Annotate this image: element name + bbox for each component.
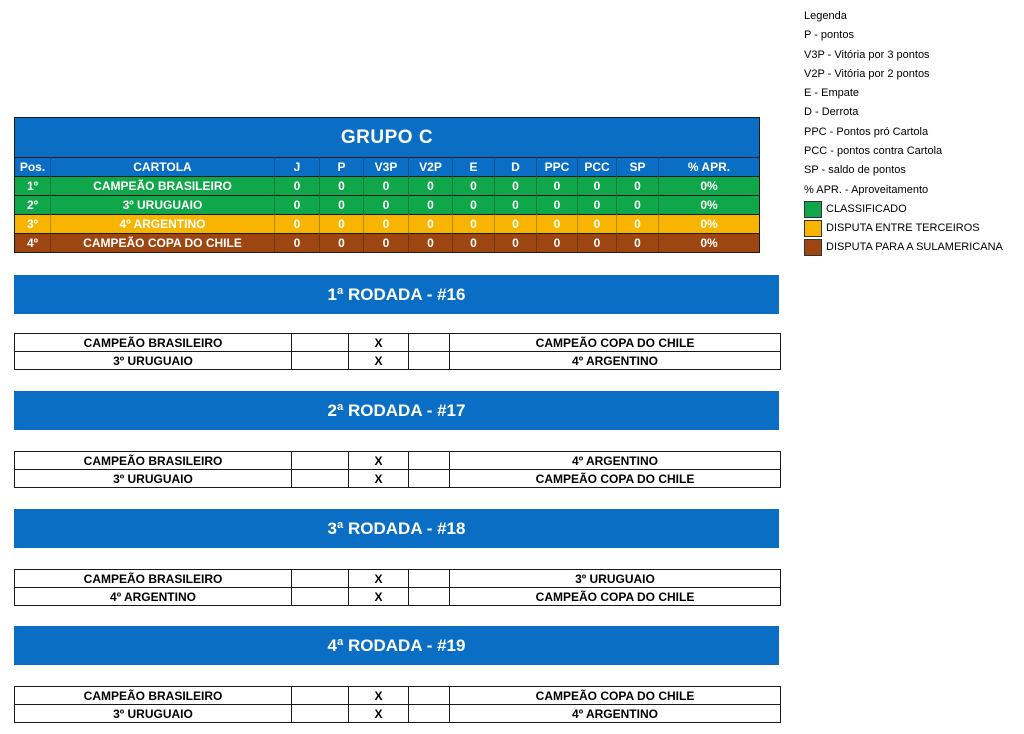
stat-cell-sp: 0 [617, 233, 659, 252]
away-score-cell[interactable] [409, 352, 450, 369]
stat-cell-p: 0 [320, 233, 364, 252]
stat-cell-pos: 2º [15, 195, 51, 214]
stat-cell-v2p: 0 [409, 233, 453, 252]
team-name-cell: 3º URUGUAIO [51, 195, 275, 214]
stat-cell-pcc: 0 [578, 233, 617, 252]
round-title: 1ª RODADA - #16 [14, 275, 779, 314]
home-team-cell: CAMPEÃO BRASILEIRO [15, 452, 292, 469]
away-team-cell: 3º URUGUAIO [575, 571, 655, 586]
header-cell: Pos. [15, 157, 51, 176]
home-score-cell[interactable] [292, 687, 349, 704]
stat-cell-v2p: 0 [409, 214, 453, 233]
legend-item: % APR. - Aproveitamento [804, 183, 929, 196]
legend-item: V2P - Vitória por 2 pontos [804, 67, 930, 80]
stat-cell-sp: 0 [617, 214, 659, 233]
away-score-cell[interactable] [409, 705, 450, 722]
versus-cell: X [349, 334, 409, 351]
header-cell: SP [617, 157, 659, 176]
away-team-cell: 4º ARGENTINO [572, 706, 658, 721]
home-score-cell[interactable] [292, 570, 349, 587]
legend-swatch-label: CLASSIFICADO [826, 203, 907, 216]
round-title: 2ª RODADA - #17 [14, 391, 779, 430]
round-title: 3ª RODADA - #18 [14, 509, 779, 548]
header-cell: V3P [364, 157, 409, 176]
stat-cell-ppc: 0 [537, 214, 578, 233]
away-score-cell[interactable] [409, 588, 450, 605]
home-team-cell: CAMPEÃO BRASILEIRO [15, 334, 292, 351]
match-row [15, 469, 780, 487]
legend-item: SP - saldo de pontos [804, 164, 906, 177]
away-team-cell: CAMPEÃO COPA DO CHILE [535, 688, 695, 703]
stat-cell-pcc: 0 [578, 214, 617, 233]
legend-title: Legenda [804, 10, 847, 22]
group-standings-table [14, 117, 760, 253]
home-score-cell[interactable] [292, 352, 349, 369]
versus-cell: X [349, 470, 409, 487]
stat-cell-sp: 0 [617, 176, 659, 195]
stat-cell-d: 0 [495, 176, 537, 195]
stat-cell-v3p: 0 [364, 214, 409, 233]
stat-cell-d: 0 [495, 195, 537, 214]
header-cell: D [495, 157, 537, 176]
round-matches-table [14, 686, 781, 723]
away-score-cell[interactable] [409, 452, 450, 469]
match-row [15, 687, 780, 704]
round-matches-table [14, 451, 781, 488]
group-title: GRUPO C [15, 118, 759, 157]
home-team-cell: 3º URUGUAIO [15, 705, 292, 722]
header-cell: % APR. [659, 157, 759, 176]
legend-swatch-thirds [804, 219, 1003, 238]
stat-cell-e: 0 [453, 176, 495, 195]
home-score-cell[interactable] [292, 470, 349, 487]
swatch-green [804, 201, 822, 218]
stat-cell-apr: 0% [659, 233, 759, 252]
home-score-cell[interactable] [292, 705, 349, 722]
standings-row [15, 233, 759, 252]
match-row [15, 704, 780, 722]
stat-cell-v2p: 0 [409, 195, 453, 214]
stat-cell-p: 0 [320, 214, 364, 233]
stat-cell-v2p: 0 [409, 176, 453, 195]
home-team-cell: 4º ARGENTINO [15, 588, 292, 605]
home-score-cell[interactable] [292, 452, 349, 469]
stat-cell-j: 0 [275, 214, 320, 233]
stat-cell-v3p: 0 [364, 176, 409, 195]
stat-cell-p: 0 [320, 176, 364, 195]
swatch-brown [804, 239, 822, 256]
legend-item: D - Derrota [804, 106, 859, 119]
header-cell: V2P [409, 157, 453, 176]
away-team-cell: CAMPEÃO COPA DO CHILE [535, 589, 695, 604]
stat-cell-e: 0 [453, 214, 495, 233]
legend-item: V3P - Vitória por 3 pontos [804, 48, 930, 61]
standings-row [15, 214, 759, 233]
stat-cell-ppc: 0 [537, 195, 578, 214]
away-team-cell: CAMPEÃO COPA DO CHILE [535, 471, 695, 486]
stat-cell-pos: 3º [15, 214, 51, 233]
legend-swatch-label: DISPUTA ENTRE TERCEIROS [826, 222, 980, 235]
stat-cell-apr: 0% [659, 195, 759, 214]
header-cell: J [275, 157, 320, 176]
team-name-cell: CAMPEÃO BRASILEIRO [51, 176, 275, 195]
header-cell: PPC [537, 157, 578, 176]
match-row [15, 452, 780, 469]
header-cell: P [320, 157, 364, 176]
stat-cell-j: 0 [275, 195, 320, 214]
swatch-yellow [804, 220, 822, 237]
match-row [15, 587, 780, 605]
legend-item: PPC - Pontos pró Cartola [804, 125, 929, 138]
versus-cell: X [349, 705, 409, 722]
header-cell: CARTOLA [51, 157, 275, 176]
legend-swatch-label: DISPUTA PARA A SULAMERICANA [826, 241, 1003, 254]
stat-cell-apr: 0% [659, 214, 759, 233]
away-team-cell: 4º ARGENTINO [572, 453, 658, 468]
home-team-cell: CAMPEÃO BRASILEIRO [15, 570, 292, 587]
stat-cell-pos: 4º [15, 233, 51, 252]
stat-cell-e: 0 [453, 233, 495, 252]
match-row [15, 570, 780, 587]
round-matches-table [14, 569, 781, 606]
standings-header-row [15, 157, 759, 176]
round-title: 4ª RODADA - #19 [14, 626, 779, 665]
stat-cell-sp: 0 [617, 195, 659, 214]
standings-row [15, 195, 759, 214]
stat-cell-apr: 0% [659, 176, 759, 195]
stat-cell-pos: 1º [15, 176, 51, 195]
header-cell: PCC [578, 157, 617, 176]
away-team-cell: CAMPEÃO COPA DO CHILE [535, 335, 695, 350]
away-score-cell[interactable] [409, 570, 450, 587]
stat-cell-j: 0 [275, 233, 320, 252]
stat-cell-ppc: 0 [537, 233, 578, 252]
stat-cell-pcc: 0 [578, 176, 617, 195]
legend-item: PCC - pontos contra Cartola [804, 145, 943, 158]
away-team-cell: 4º ARGENTINO [572, 353, 658, 368]
home-score-cell[interactable] [292, 588, 349, 605]
legend [804, 7, 1003, 257]
stat-cell-ppc: 0 [537, 176, 578, 195]
home-score-cell[interactable] [292, 334, 349, 351]
legend-swatch-classified [804, 200, 1003, 219]
away-score-cell[interactable] [409, 470, 450, 487]
team-name-cell: CAMPEÃO COPA DO CHILE [51, 233, 275, 252]
stat-cell-p: 0 [320, 195, 364, 214]
home-team-cell: CAMPEÃO BRASILEIRO [15, 687, 292, 704]
match-row [15, 351, 780, 369]
stat-cell-v3p: 0 [364, 195, 409, 214]
match-row [15, 334, 780, 351]
header-cell: E [453, 157, 495, 176]
stat-cell-j: 0 [275, 176, 320, 195]
team-name-cell: 4º ARGENTINO [51, 214, 275, 233]
versus-cell: X [349, 687, 409, 704]
versus-cell: X [349, 352, 409, 369]
home-team-cell: 3º URUGUAIO [15, 352, 292, 369]
stat-cell-d: 0 [495, 214, 537, 233]
stat-cell-d: 0 [495, 233, 537, 252]
standings-row [15, 176, 759, 195]
away-score-cell[interactable] [409, 687, 450, 704]
versus-cell: X [349, 570, 409, 587]
home-team-cell: 3º URUGUAIO [15, 470, 292, 487]
stat-cell-pcc: 0 [578, 195, 617, 214]
stat-cell-e: 0 [453, 195, 495, 214]
versus-cell: X [349, 588, 409, 605]
versus-cell: X [349, 452, 409, 469]
legend-item: E - Empate [804, 87, 860, 100]
away-score-cell[interactable] [409, 334, 450, 351]
round-matches-table [14, 333, 781, 370]
stat-cell-v3p: 0 [364, 233, 409, 252]
legend-item: P - pontos [804, 29, 854, 42]
legend-swatch-sulamericana [804, 238, 1003, 257]
